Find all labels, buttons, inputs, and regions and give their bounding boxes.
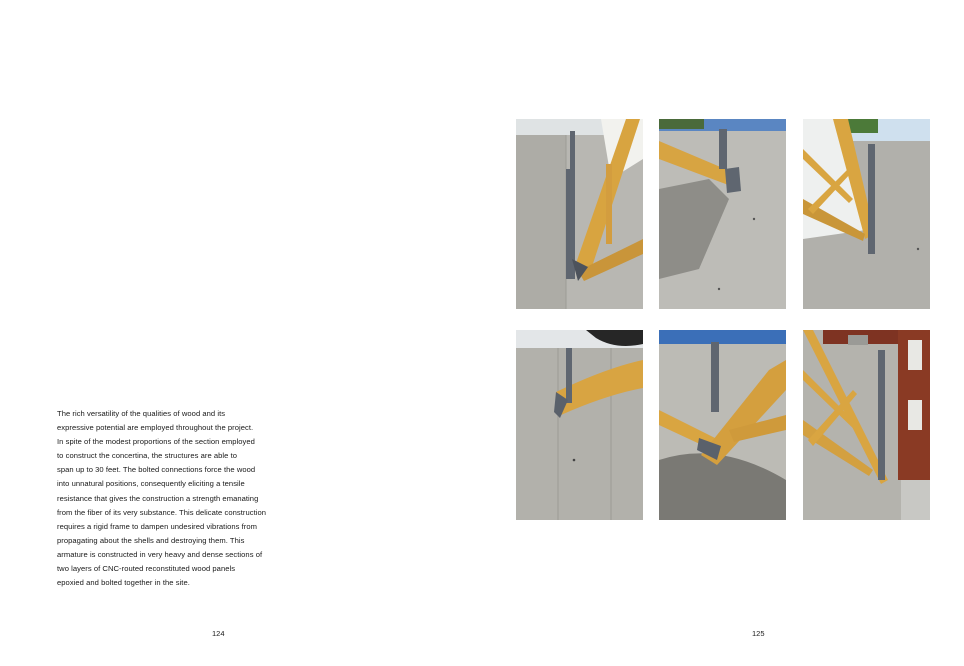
text-line: In spite of the modest proportions of the section employed [57,437,255,447]
text-line: into unnatural positions, consequently eliciting a tensile [57,479,245,489]
photo-wood-beam-bolted-plate-shadow [659,119,786,309]
photo-concrete-wall-timber-arch-bracket [516,119,643,309]
text-line: span up to 30 feet. The bolted connections force the wood [57,465,256,475]
text-line: The rich versatility of the qualities of wood and its [57,409,226,418]
text-line: two layers of CNC-routed reconstituted wood panels [57,564,236,574]
photo-timber-truss-against-sky [803,119,930,309]
text-line: epoxied and bolted together in the site. [57,578,190,588]
text-line: propagating about the shells and destroying them. This [57,535,245,545]
text-line: armature is constructed in very heavy and dense sections of [57,549,263,559]
text-line: resistance that gives the construction a strength emanating [57,493,259,503]
text-line: to construct the concertina, the structures are able to [57,451,238,461]
body-text [57,407,297,590]
photo-curved-osb-panel-wall [516,330,643,520]
photo-truss-with-brick-building [803,330,930,520]
photo-crossing-timber-members-bolted [659,330,786,520]
page-number-right: 125 [752,629,765,638]
text-line: requires a rigid frame to dampen undesired vibrations from [57,521,258,531]
page-number-left: 124 [212,629,225,638]
text-line: expressive potential are employed throughout the project. [57,423,254,433]
text-line: from the fiber of its very substance. This delicate construction [57,507,267,517]
